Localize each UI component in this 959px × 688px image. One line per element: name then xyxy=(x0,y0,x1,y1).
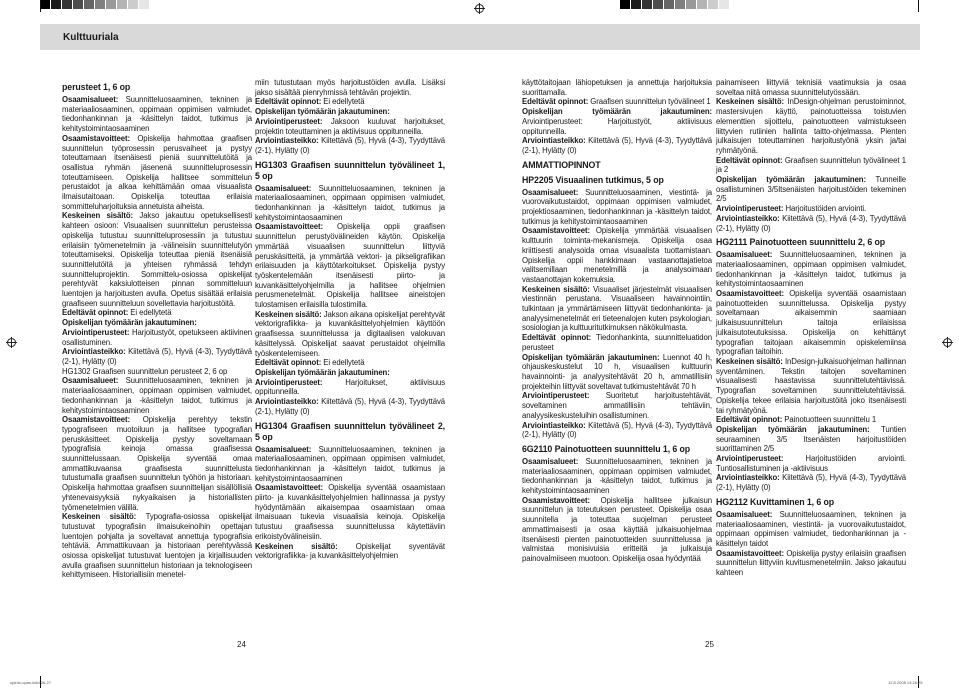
paragraph: Keskeinen sisältö: Jakson aikana opiskelijat perehtyvät vektorigrafiikka- ja kuvankäsittelyohjelmien käyttöön graafisessa suunnittelussa ja digitaalisen valokuvan käsittelyssä. Opiskelijat saavat perustaidot ohjelmilla työskentelemiseen. xyxy=(255,309,446,358)
text-column-1 xyxy=(62,78,252,580)
paragraph: Osaamistavoitteet: Opiskelija syventää osaamistaan painotuotteiden suunnittelussa. Opiskelija pystyy soveltamaan aikaisemmin saamiaan julkaisusuunnittelun taitoja erilaisissa julkaisutoteutuksissa. Opiskelija on kehittänyt typografian taitojaan aikaisemmin opiskelemiinsa typografian taitoihin. xyxy=(716,289,906,357)
paragraph: Opiskelijan työmäärän jakautuminen: xyxy=(62,318,197,328)
paragraph: Osaamisalueet: Suunnitteluosaaminen, tekninen ja materiaaliosaaminen, oppimaan oppimisen valmiudet, tiedonhankinnan ja -käsittelyn taidot, tutkimus ja kehitystoimintaosaaminen xyxy=(255,183,445,222)
paragraph: AMMATTIOPINNOT xyxy=(522,159,601,170)
paragraph: Keskeinen sisältö: InDesign-julkaisuohjelman hallinnan syventäminen. Tekstin taitojen soveltaminen visuaalisesti haastavissa suunnittelutehtävissä. Typografian soveltaminen suunnittelutehtävissä. Opiskelija tekee erilaisia harjoitustöitä joko itsenäisesti tai ryhmätyönä. xyxy=(716,356,906,415)
paragraph: Osaamisalueet: Suunnitteluosaaminen, tekninen ja materiaaliosaaminen, oppimaan oppimisen valmiudet, tiedonhankinnan ja -käsittelyn taidot, tutkimus ja kehitystoimintaosaaminen xyxy=(255,444,445,483)
paragraph: Osaamisalueet: Suunnitteluosaaminen, viestintä- ja vuorovaikutustaidot, oppimaan oppimisen valmiudet, projektiosaaminen, tiedonhankinnan ja -käsittelyn taidot, tutkimus ja kehitystoimintaosaaminen xyxy=(522,187,712,226)
paragraph: Opiskelijan työmäärän jakautuminen: Tuntien seuraaminen 3/5 Itsenäisten harjoitustöiden suorittaminen 2/5 xyxy=(716,424,906,454)
footer-date: 12.8.2008 13:26:25 xyxy=(888,680,923,685)
paragraph: Arviointiperusteet: Harjoitustöiden arviointi. xyxy=(716,204,867,214)
paragraph: perusteet 1, 6 op xyxy=(62,82,131,92)
color-bar-right xyxy=(620,0,741,10)
paragraph: Opiskelijan työmäärän jakautuminen: Tunneille osallistuminen 3/5Itsenäisten harjoitustöiden tekeminen 2/5 xyxy=(716,175,906,204)
text-column-3 xyxy=(522,78,712,564)
paragraph: Arviointiperusteet: Harjoitustyöt, opetukseen aktiivinen osallistuminen. xyxy=(62,327,252,347)
color-swatch xyxy=(139,0,150,9)
page-number-right: 25 xyxy=(705,640,714,649)
paragraph: Keskeinen sisältö: Typografia-osiossa opiskelijat tutustuvat typografisiin ilmaisukeinoihin opettajan luentojen pohjalta ja soveltavat annettuja typografisia tehtäviä. Ammattikuvaan ja historiaan perehtyvässä osiossa opiskelijat tutustuvat luentojen ja kirjallisuuden avulla graafisen suunnittelun historiaan ja teknologiseen kehittymiseen. Historiallisiin menetel- xyxy=(62,512,252,580)
paragraph: HG2112 Kuvittaminen 1, 6 op xyxy=(716,496,835,507)
paragraph: Arviointiperusteet: Harjoitukset, aktiivisuus oppitunneilla. xyxy=(255,377,445,397)
color-swatch xyxy=(73,0,84,9)
color-swatch xyxy=(642,0,653,9)
paragraph: Edeltävät opinnot: Ei edellytetä xyxy=(62,308,172,318)
paragraph: HP2205 Visuaalinen tutkimus, 5 op xyxy=(522,174,664,185)
registration-mark-icon xyxy=(7,338,16,347)
paragraph: Opiskelijan työmäärän jakautuminen: Arviointiperusteet: Harjoitustyöt, aktiivisuus oppitunneilla. xyxy=(522,107,712,136)
paragraph: Edeltävät opinnot: Tiedonhankinta, suunnitteluatidon perusteet xyxy=(522,333,712,352)
paragraph: Osaamistavoitteet: Opiskelija pystyy erilaisiin graafisen suunnittelun liittyviin kuvitusmenetelmiin. Jakso jakautuu kahteen xyxy=(716,548,906,578)
paragraph: Keskeinen sisältö: Opiskelijat syventävät vektorigrafiikka- ja kuvankäsittelyohjelmien xyxy=(255,541,445,561)
color-swatch xyxy=(675,0,686,9)
color-swatch xyxy=(653,0,664,9)
text-column-2 xyxy=(255,78,445,561)
paragraph: Keskeinen sisältö: Jakso jakautuu opetuksellisesti kahteen osioon: Visuaalisen suunnittelun perusteissa opiskelija tutustuu suunnitteluprosessiin ja tutustuu erilaisiin työmenetelmiin ja -välineisiin suunnittelutyön toteuttamiseksi. Opiskelija toteuttaa pieniä itsenäisiä suunnittelutöitä ja yhteisen ryhmässä tehdyn suunnitteluprojektin. Sommittelu-osiossa opiskelijat perehtyvät kaksiulotteisen pinnan sommitteluun luentojen ja harjoitusten avulla. Opetus sisältää erilaisia graafiseen suunnitteluun sovellettavia harjoitustöitä. xyxy=(62,211,252,308)
color-swatch xyxy=(664,0,675,9)
paragraph: HG1303 Graafisen suunnittelun työvälineet 1, 5 op xyxy=(255,159,445,181)
paragraph: Osaamistavoitteet: Opiskelija hallitsee julkaisun suunnittelun ja toteutuksen perusteet. Opiskelija osaa suunnitella ja toteuttaa suojelman perusteet ammattimaisesti ja osaa käyttää julkaisuohjelmaa itsenäisesti pienten painotuotteiden suunnittelussa ja valmistaa monisivuisia eritteitä ja julkaisuja painovalmiiseen muotoon. Opiskelija osaa hyödyntää xyxy=(522,495,712,563)
color-swatch xyxy=(631,0,642,9)
footer-file: opinto-opas.indd 26-27 xyxy=(10,680,51,685)
color-swatch xyxy=(106,0,117,9)
color-swatch xyxy=(62,0,73,9)
section-header xyxy=(40,24,920,50)
paragraph: Osaamistavoitteet: Opiskelija ymmärtää visuaalisen kulttuurin toiminta-mekanismeja. Opiskelija osaa kriittisesti analysoida omaa visuaalista tuottamistaan. Opiskelija oppii hankkimaan vastaanottajatietoa valitsemillaan menetelmillä ja analysoimaan vastaanottajan kokemuksia. xyxy=(522,226,712,284)
paragraph: Osaamistavoitteet: Opiskelija perehtyy tekstin typografiseen muotoiluun ja hallitsee typografian peruskäsitteet. Opiskelija pystyy soveltamaan typografisia keinoja omassa graafisessa suunnittelussaan. Opiskelija syventää omaa ammattikuvaansa graafisesta suunnittelusta tutustumalla graafisen suunnittelun työhön ja historiaan. Opiskelija hahmottaa graafisen suunnittelijan sisällöllisiä yhtenevaisyyksiä nykyaikaisen ja historiallisten työmenetelmien välillä. xyxy=(62,415,252,512)
paragraph: Arviointiasteikko: Kiitettävä (5), Hyvä (4-3), Tyydyttävä (2-1), Hylätty (0) xyxy=(255,136,445,155)
paragraph: Keskeinen sisältö: InDesign-ohjelman perustoiminnot, mastersivujen käyttö, painotuotteissa toistuvien elementtien sijoittelu, painotuotteen valmistukseen liittyvien rutiinien hallinta taitto-ohjelmassa. Pienten julkaisujen toteuttaminen harjoitustyönä yksin ja/tai ryhmätyönä. xyxy=(716,97,906,155)
color-swatch xyxy=(40,0,51,9)
page-number-left: 24 xyxy=(237,640,246,649)
paragraph: Edeltävät opinnot: Ei edellytetä xyxy=(255,97,365,107)
paragraph: Arviointiasteikko: Kiitettävä (5), Hyvä (4-3), Tyydyttävä (2-1), Hylätty (0) xyxy=(255,397,445,416)
paragraph: HG2111 Painotuotteen suunnittelu 2, 6 op xyxy=(716,237,886,248)
paragraph: Arviointiasteikko: Kiitettävä (5), Hyvä (4-3), Tyydyttävä (2-1), Hylätty (0) xyxy=(62,347,252,366)
paragraph: HG1302 Graafisen suunnittelun perusteet 2, 6 op xyxy=(62,366,228,376)
paragraph: Opiskelijan työmäärän jakautuminen: Luennot 40 h, ohjauskeskustelut 10 h, visuaalisen kulttuurin havainnointi- ja analyysitehtävät 20 h, ammatillisiin projekteihin liittyvät soveltavat tutkimustehtävät 70 h xyxy=(522,352,712,391)
paragraph: Keskeinen sisältö: Visuaaliset järjestelmät visuaalisen viestinnän perustana. Visuaaliseen havainnointiin, tulkintaan ja ymmärtämiseen liittyvät tiedonhankinta- ja analyysimenetelmät eri tieteenalojen kuten psykologian, sosiologian ja kulttuuritutkimuksen näkökulmasta. xyxy=(522,284,712,333)
paragraph: Osaamistavoitteet: Opiskelija hahmottaa graafisen suunnittelun työprosessin perusvaiheet ja pystyy toteuttamaan itsenäisesti pieniä suunnittelutöitä ja osallistua ryhmän jäsenenä suunnitteluprosessin toteuttamiseen. Opiskelija hallitsee sommittelun perustaidot ja alkaa kehittämään omaa visuaalista ilmaisutaitoaan. Opiskelija toteuttaa erilaisia sommitteluharjoituksia annetuista aiheista. xyxy=(62,133,252,211)
paragraph: painamiseen liittyviä teknisiä vaatimuksia ja osaa soveltaa niitä omassa suunnittelutyössään. xyxy=(716,78,906,97)
paragraph: Opiskelijan työmäärän jakautuminen: xyxy=(255,107,390,117)
color-swatch xyxy=(95,0,106,9)
color-swatch xyxy=(128,0,139,9)
paragraph: Arviointiperusteet: Harjoitustöiden arviointi. Tuntiosallistuminen ja -aktiivisuus xyxy=(716,454,906,473)
color-bar-left xyxy=(40,0,161,10)
section-title: Kulttuuriala xyxy=(63,32,119,43)
color-swatch xyxy=(620,0,631,9)
color-swatch xyxy=(719,0,730,9)
paragraph: Osaamistavoitteet: Opiskelija oppii graafisen suunnittelun perustyövälineiden käytön. Opiskelija ymmärtää visuaalisen suunnittelun liittyviä peruskäsitteitä, ja ymmärtää vektori- ja pikseligrafiikan erilaisuuden ja käyttötarkoitukset. Opiskelija pystyy työskentelemään itsenäisesti piirto- ja kuvankäsittelyohjelmilla ja hallitsee ohjelmien perusmenetelmät. Opiskelija hallitsee aineistojen tulostamisen erilaisilla tulostimilla. xyxy=(255,222,445,310)
paragraph: Osaamisalueet: Suunnitteluosaaminen, tekninen ja materiaaliosaaminen, oppimaan oppimisen valmiudet, tiedonhankinnan ja -käsittelyn taidot, tutkimus ja kehitystoimintaosaaminen xyxy=(522,456,712,496)
color-swatch xyxy=(51,0,62,9)
color-swatch xyxy=(708,0,719,9)
registration-mark-icon xyxy=(475,4,484,13)
color-swatch xyxy=(730,0,741,9)
paragraph: Osaamisalueet: Suunnitteluosaaminen, tekninen ja materiaaliosaaminen, oppimaan oppimisen valmiudet, tiedonhankinnan ja -käsittelyn taidot, tutkimus ja kehitystoimintaosaaminen xyxy=(716,250,906,289)
paragraph: Arviointiasteikko: Kiitettävä (5), Hyvä (4-3), Tyydyttävä (2-1), Hylätty (0) xyxy=(522,136,712,155)
color-swatch xyxy=(84,0,95,9)
paragraph: Osaamistavoitteet: Opiskelija syventää osaamistaan piirto- ja kuvankäsittelyohjelmien hallinnassa ja pystyy hyödyntämään aikaisempaa osaamistaan omaa ilmaisuaan tukevia visuaalisia keinoja. Opiskelija tutustuu graafisessa suunnittelussa käytettäviin erikoistyövälineisiin. xyxy=(255,483,445,541)
paragraph: Osaamisalueet: Suunnitteluosaaminen, tekninen ja materiaaliosaaminen, oppimaan oppimisen valmiudet, tiedonhankinnan ja -käsittelyn taidot, tutkimus ja kehitystoimintaosaaminen xyxy=(62,95,252,134)
paragraph: Edeltävät opinnot: Graafisen suunnittelun työvälineet 1 xyxy=(522,97,711,107)
registration-mark-icon xyxy=(943,338,952,347)
color-swatch xyxy=(697,0,708,9)
paragraph: Arviointiperusteet: Jaksoon kuuluvat harjoitukset, projektin toteuttaminen ja aktiivisuus oppitunneilla. xyxy=(255,116,445,136)
paragraph: Osaamisalueet: Suunnitteluosaaminen, tekninen ja materiaaliosaaminen, oppimaan oppimisen valmiudet, tiedonhankinnan ja -käsittelyn taidot, tutkimus ja kehitystoimintaosaaminen xyxy=(62,376,252,415)
color-swatch xyxy=(686,0,697,9)
paragraph: Arviointiasteikko: Kiitettävä (5), Hyvä (4-3), Tyydyttävä (2-1), Hylätty (0) xyxy=(716,213,906,233)
paragraph: miin tutustutaan myös harjoitustöiden avulla. Lisäksi jakso sisältää pienryhmissä tehtävän projektin. xyxy=(255,78,445,97)
paragraph: Edeltävät opinnot: Painotuotteen suunnittelu 1 xyxy=(716,415,877,425)
paragraph: Arviointiasteikko: Kiitettävä (5), Hyvä (4-3), Tyydyttävä (2-1), Hylätty (0) xyxy=(716,473,906,493)
crop-mark xyxy=(918,0,919,12)
text-column-4 xyxy=(716,78,906,578)
color-swatch xyxy=(150,0,161,9)
paragraph: Edeltävät opinnot: Graafisen suunnittelun työvälineet 1 ja 2 xyxy=(716,155,906,175)
paragraph: käyttötaitojaan lähiopetuksen ja annettuja harjoituksia suorittamalla. xyxy=(522,78,712,97)
paragraph: Arviointiasteikko: Kiitettävä (5), Hyvä (4-3), Tyydyttävä (2-1), Hylätty (0) xyxy=(522,420,712,440)
crop-mark xyxy=(40,0,41,12)
paragraph: HG1304 Graafisen suunnittelun työvälineet 2, 5 op xyxy=(255,420,445,442)
paragraph: Arviointiperusteet: Suoritetut harjoitustehtävät, soveltaminen ammatillisiin tehtäviin, analyysikeskusteluihin osallistuminen. xyxy=(522,391,712,420)
color-swatch xyxy=(117,0,128,9)
paragraph: Osaamisalueet: Suunnitteluosaaminen, tekninen ja materiaaliosaaminen, viestintä- ja vuorovaikutustaidot, oppimaan oppimisen valmiudet, tiedonhankinnan ja -käsittelyn taidot xyxy=(716,509,906,548)
paragraph: Opiskelijan työmäärän jakautuminen: xyxy=(255,367,390,377)
paragraph: 6G2110 Painotuotteen suunnittelu 1, 6 op xyxy=(522,443,691,454)
paragraph: Edeltävät opinnot: Ei edellytetä xyxy=(255,358,365,368)
